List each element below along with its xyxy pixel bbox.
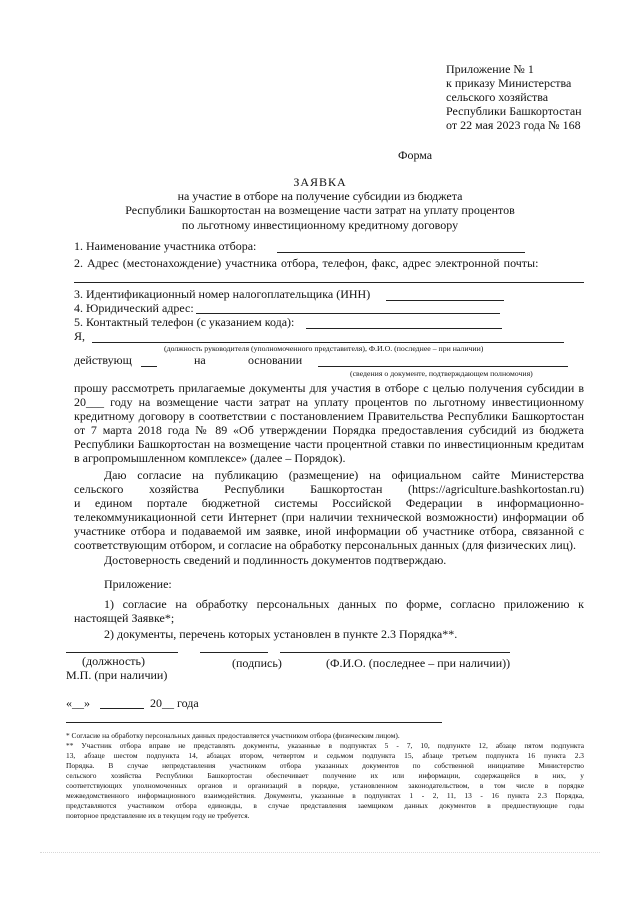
attachment-1-line-1: 1) согласие на обработку персональных данных по форме, согласно приложению к (104, 597, 584, 611)
field-participant-name-label: 1. Наименование участника отбора: (74, 239, 257, 253)
body-p2-line-3: и едином портале бюджетной системы Российской Федерации в информационно- (74, 496, 584, 510)
subtitle-line-3: по льготному инвестиционному кредитному договору (181, 218, 459, 232)
field-phone-line (306, 328, 502, 329)
footnote-2-line-1: ** Участник отбора вправе не представлять документы, указанные в подпунктах 5 - 7, 10, подпункте 12, абзаце пятом подпункта (66, 741, 584, 750)
acting-word-1: действующ (74, 353, 132, 367)
date-year: 20__ года (150, 696, 199, 710)
page-title: ЗАЯВКА (293, 175, 347, 189)
stamp-label: М.П. (при наличии) (66, 668, 168, 682)
date-day: «__» (66, 696, 90, 710)
field-address-label: 2. Адрес (местонахождение) участника отбора, телефон, факс, адрес электронной почты: (74, 256, 539, 270)
acting-ending-line (141, 366, 157, 367)
body-p2-line-6: соответствующим отбором, и согласие на обработку персональных данных (для физических лиц). (74, 538, 577, 552)
footnote-separator (66, 722, 442, 723)
signature-position-caption: (должность) (82, 654, 145, 668)
body-p1-line-3: кредитному договору в соответствии с постановлением Правительства Республики Башкортостан (74, 409, 584, 423)
body-p1-line-6: в агропромышленном комплексе» (далее – Порядок). (74, 451, 346, 465)
footnote-2-line-5: соответствующих уполномоченных органов и организаций в порядке, установленном законодательством, в том числе в порядке (66, 781, 584, 790)
signature-name-caption: (Ф.И.О. (последнее – при наличии)) (326, 656, 511, 670)
acting-word-2: на (194, 353, 206, 367)
footnote-2-line-4: сельского хозяйства Республики Башкортостан обеспечивает получение их или информации, содержащейся в них, у (66, 771, 584, 780)
signature-sign-line (200, 652, 268, 653)
field-phone-label: 5. Контактный телефон (с указанием кода): (74, 315, 295, 329)
subtitle-line-1: на участие в отборе на получение субсидии из бюджета (177, 189, 463, 203)
field-participant-name-line (277, 252, 525, 253)
body-p2-line-4: телекоммуникационной сети Интернет (при наличии технической возможности) информации об (74, 510, 584, 524)
body-p2-line-2: сельского хозяйства Республики Башкортостан (https://agriculture.bashkortostan.ru) (74, 482, 584, 496)
body-p1-line-5: Республики Башкортостан на возмещение части процентной ставки по инвестиционным кредитам (74, 437, 584, 451)
footnote-2-line-8: повторное представление их в текущем году не требуется. (66, 811, 250, 820)
attachment-1-line-2: настоящей Заявке*; (74, 611, 175, 625)
appendix-line-5: от 22 мая 2023 года № 168 (446, 118, 581, 132)
appendix-line-3: сельского хозяйства (446, 90, 549, 104)
field-inn-line (386, 300, 504, 301)
body-p2-line-5: участнике отбора и подаваемой им заявке, иной информации об участнике отбора, связанной с (74, 524, 584, 538)
footnote-2-line-7: представляются участником отбора единожды, в случае представления заемщиком данных документов в предшествующие годы (66, 801, 584, 810)
field-ya-line (92, 342, 564, 343)
body-p1-line-4: от 7 марта 2018 года № 89 «Об утверждении Порядка предоставления субсидий из бюджета (74, 423, 584, 437)
attachments-header: Приложение: (104, 577, 172, 591)
acting-basis-line (318, 366, 568, 367)
appendix-line-4: Республики Башкортостан (446, 104, 582, 118)
appendix-line-2: к приказу Министерства (446, 76, 572, 90)
body-p1-line-2: 20___ году на возмещение части затрат на уплату процентов по льготному инвестиционному (74, 395, 584, 409)
acting-caption: (сведения о документе, подтверждающем полномочия) (350, 369, 533, 378)
footnote-2-line-2: 13, абзаце шестом подпункта 14, абзацах втором, четвертом и седьмом подпункта 15, абзаце третьем подпункта 16 пункта 2.3 (66, 751, 584, 760)
body-p3: Достоверность сведений и подлинность документов подтверждаю. (104, 553, 447, 567)
field-inn-label: 3. Идентификационный номер налогоплательщика (ИНН) (74, 287, 371, 301)
date-month-line (100, 708, 144, 709)
scan-artifact-dots (40, 852, 600, 853)
field-address-line (74, 282, 584, 283)
signature-name-line (280, 652, 510, 653)
signature-position-line (66, 652, 178, 653)
attachment-2: 2) документы, перечень которых установлен в пункте 2.3 Порядка**. (104, 627, 458, 641)
field-legal-address-line (196, 313, 500, 314)
form-label: Форма (398, 148, 433, 162)
footnote-2-line-3: Порядка. В случае непредставления участником отбора указанных документов по собственной инициативе Министерство (66, 761, 584, 770)
subtitle-line-2: Республики Башкортостан на возмещение части затрат на уплату процентов (125, 203, 515, 217)
acting-word-3: основании (248, 353, 303, 367)
body-p2-line-1: Даю согласие на публикацию (размещение) на официальном сайте Министерства (104, 468, 584, 482)
field-ya-caption: (должность руководителя (уполномоченного представителя), Ф.И.О. (последнее – при наличии) (164, 344, 484, 353)
field-ya-label: Я, (74, 329, 86, 343)
body-p1-line-1: прошу рассмотреть прилагаемые документы для участия в отборе с целью получения субсидии в (74, 381, 584, 395)
footnote-1: * Согласие на обработку персональных данных предоставляется участником отбора (физическим лицом). (66, 731, 400, 740)
field-legal-address-label: 4. Юридический адрес: (74, 301, 194, 315)
footnote-2-line-6: межведомственного информационного взаимодействия. Документы, указанные в подпунктах 1 - 2, 11, 13 - 16 пункта 2.3 Порядка, (66, 791, 584, 800)
appendix-line-1: Приложение № 1 (446, 62, 534, 76)
signature-sign-caption: (подпись) (232, 656, 282, 670)
